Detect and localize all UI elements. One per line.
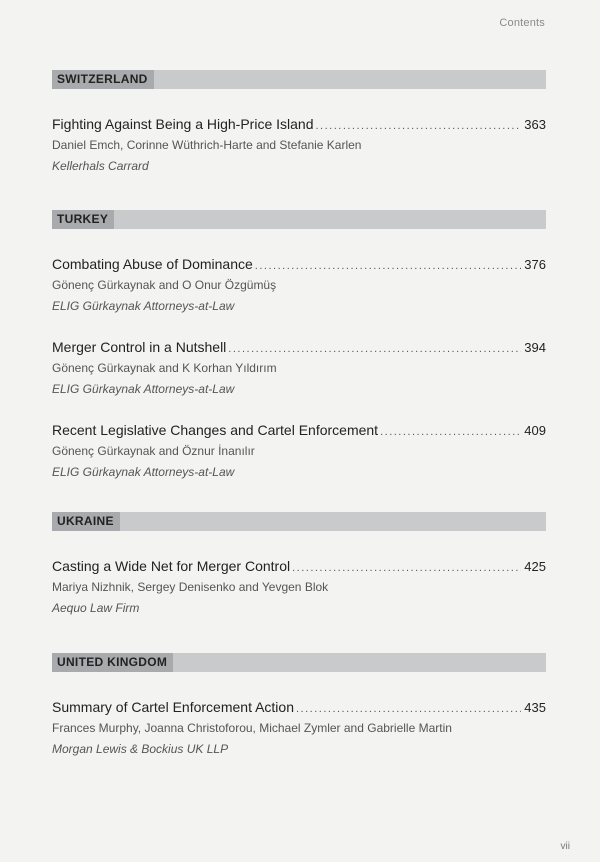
law-firm: ELIG Gürkaynak Attorneys-at-Law [52,465,235,479]
section-heading: SWITZERLAND [52,70,154,89]
toc-entry[interactable] [52,557,546,616]
dot-leader [292,559,521,577]
section-ukraine [52,512,546,616]
section-header-bar [52,70,546,89]
section-switzerland [52,70,546,174]
toc-entry[interactable] [52,255,546,314]
article-title[interactable]: Casting a Wide Net for Merger Control [52,558,291,574]
toc-entry-line [52,255,546,275]
section-heading: UNITED KINGDOM [52,653,173,672]
running-head: Contents [499,17,545,29]
article-title[interactable]: Recent Legislative Changes and Cartel Enforcement [52,422,379,438]
law-firm: Aequo Law Firm [52,601,140,615]
article-authors: Gönenç Gürkaynak and O Onur Özgümüş [52,278,277,292]
section-united-kingdom [52,653,546,757]
article-authors: Gönenç Gürkaynak and K Korhan Yıldırım [52,361,277,375]
section-heading: UKRAINE [52,512,120,531]
toc-entry-line [52,421,546,441]
toc-entry-line [52,338,546,358]
dot-leader [296,700,521,718]
article-authors: Gönenç Gürkaynak and Öznur İnanılır [52,444,255,458]
toc-entry[interactable] [52,421,546,480]
page-number: 435 [524,700,546,715]
dot-leader [380,423,521,441]
section-heading: TURKEY [52,210,114,229]
article-authors: Daniel Emch, Corinne Wüthrich-Harte and Stefanie Karlen [52,138,362,152]
article-authors: Frances Murphy, Joanna Christoforou, Michael Zymler and Gabrielle Martin [52,721,452,735]
page-number: 425 [524,559,546,574]
dot-leader [315,117,521,135]
page-number: 394 [524,340,546,355]
toc-entry-line [52,115,546,135]
toc-entry-line [52,557,546,577]
section-turkey [52,210,546,480]
law-firm: Morgan Lewis & Bockius UK LLP [52,742,229,756]
toc-entry[interactable] [52,115,546,174]
law-firm: Kellerhals Carrard [52,159,149,173]
article-title[interactable]: Summary of Cartel Enforcement Action [52,699,294,715]
article-authors: Mariya Nizhnik, Sergey Denisenko and Yevgen Blok [52,580,329,594]
section-header-bar [52,512,546,531]
toc-entry[interactable] [52,698,546,757]
page-number: 376 [524,257,546,272]
page-number: 409 [524,423,546,438]
page-number: 363 [524,117,546,132]
section-header-bar [52,210,546,229]
dot-leader [255,257,522,275]
page-folio: vii [560,841,570,852]
law-firm: ELIG Gürkaynak Attorneys-at-Law [52,299,235,313]
section-header-bar [52,653,546,672]
article-title[interactable]: Combating Abuse of Dominance [52,256,253,272]
article-title[interactable]: Fighting Against Being a High-Price Island [52,116,314,132]
article-title[interactable]: Merger Control in a Nutshell [52,339,227,355]
toc-entry[interactable] [52,338,546,397]
toc-entry-line [52,698,546,718]
law-firm: ELIG Gürkaynak Attorneys-at-Law [52,382,235,396]
dot-leader [228,340,521,358]
